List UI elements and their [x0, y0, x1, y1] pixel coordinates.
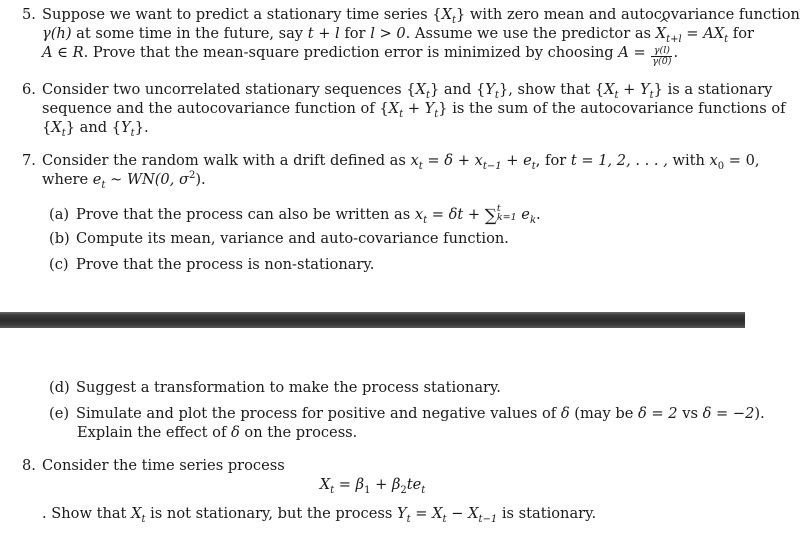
problem-number: 8.: [22, 457, 36, 474]
problem-7: [22, 151, 760, 191]
problem-8: [22, 456, 726, 475]
display-equation: $X_t = \beta_1 + \beta_2te_t$: [319, 476, 426, 496]
problem-8-show: . Show that $X_t$ is not stationary, but the process $Y_t = X_t - X_{t-1}$ is stationary.: [42, 505, 597, 525]
subpart-7b: (b) Compute its mean, variance and auto-covariance function.: [49, 230, 509, 247]
subpart-7e: (e) Simulate and plot the process for positive and negative values of δ (may be δ = 2 vs δ = −2).: [49, 405, 765, 422]
subpart-7d: (d) Suggest a transformation to make the process stationary.: [49, 379, 501, 396]
problem-7-line-2: where $e_t$ ∼ WN(0, $\sigma^2$).: [42, 170, 206, 191]
subpart-label: (e): [49, 405, 70, 422]
problem-number: 7.: [22, 152, 36, 169]
problem-6-line-2: sequence and the autocovariance function of $\{X_t + Y_t\}$ is the sum of the autocovariance functions of: [42, 100, 786, 120]
problem-5-line-2: γ(h) at some time in the future, say t + l for l > 0. Assume we use the predictor as ^ $X_{t+l} = AX_t$ for: [42, 24, 726, 43]
problem-number: 6.: [22, 81, 36, 98]
problem-8-line-1: Consider the time series process: [42, 457, 285, 474]
subpart-7a: (a) Prove that the process can also be written as $x_t = \delta t$ + ∑ t k=1 $e_k$.: [49, 203, 541, 226]
problem-6-line-1: Consider two uncorrelated stationary sequences $\{X_t\}$ and $\{Y_t\}$, show that $\{X_t + Y_t\}$ is a stationary: [42, 81, 773, 101]
problem-6: [22, 80, 786, 139]
problem-5: [22, 5, 800, 67]
subpart-label: (d): [49, 379, 70, 396]
subpart-label: (b): [49, 230, 70, 247]
subpart-label: (c): [49, 256, 69, 273]
subpart-7e-continuation: Explain the effect of δ on the process.: [77, 424, 358, 441]
problem-5-line-1: Suppose we want to predict a stationary time series $\{X_t\}$ with zero mean and autocovariance function: [42, 6, 800, 26]
gamma-fraction: $\frac{\gamma(l)}{\gamma(0)}$: [652, 45, 672, 67]
summation-symbol: ∑: [484, 206, 497, 226]
page-separator: [0, 312, 745, 328]
subpart-7c: (c) Prove that the process is non-stationary.: [49, 256, 375, 273]
problem-7-line-1: Consider the random walk with a drift defined as $x_t = \delta + x_{t-1} + e_t$, for t = 1, 2, . . . , with $x_0 = 0$,: [42, 152, 760, 172]
problem-5-line-3: A ∈ R. Prove that the mean-square prediction error is minimized by choosing A = $\frac{\gamma(l)}{\gamma(0)}$ .: [42, 44, 679, 67]
page-bottom: [0, 328, 765, 538]
problem-number: 5.: [22, 6, 36, 23]
problem-6-line-3: $\{X_t\}$ and $\{Y_t\}$.: [42, 119, 149, 139]
subpart-label: (a): [49, 206, 70, 223]
